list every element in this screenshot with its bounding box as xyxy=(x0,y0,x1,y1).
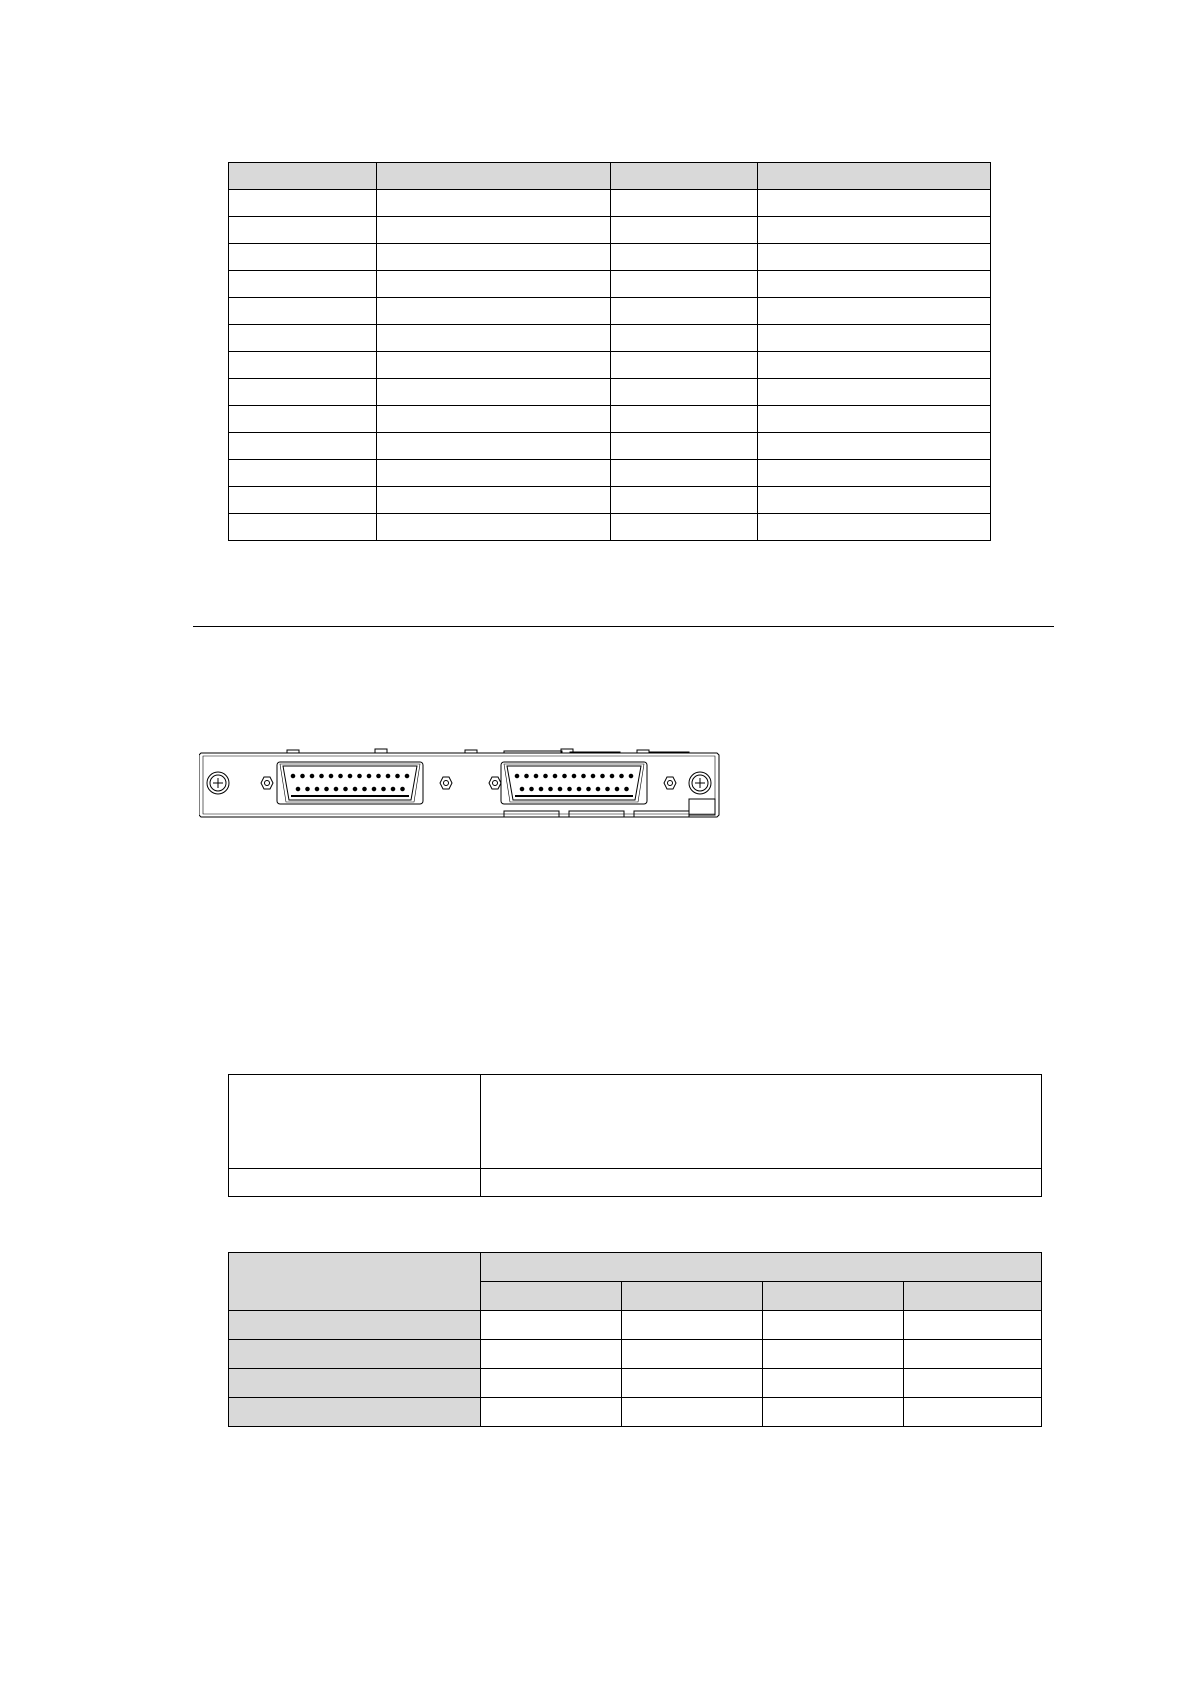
pin-table-header-cell xyxy=(758,163,991,190)
pin-table-row xyxy=(229,406,991,433)
spec-cell xyxy=(763,1311,904,1340)
interface-card-panel-figure xyxy=(199,745,723,820)
pin-table-row xyxy=(229,325,991,352)
pin-table-cell xyxy=(229,271,377,298)
pin-table-cell xyxy=(758,352,991,379)
pin-table-row xyxy=(229,379,991,406)
pin-assignment-table xyxy=(228,162,991,541)
spec-cell xyxy=(481,1340,622,1369)
pin-table-cell xyxy=(377,352,611,379)
pin-table-cell xyxy=(377,460,611,487)
pin-table-header-cell xyxy=(229,163,377,190)
spec-cell xyxy=(904,1311,1042,1340)
pin-table-cell xyxy=(611,190,758,217)
spec-cell xyxy=(904,1369,1042,1398)
pin-table-header-cell xyxy=(611,163,758,190)
pin-table-cell xyxy=(229,325,377,352)
pin-table-row xyxy=(229,271,991,298)
pin-table-cell xyxy=(758,190,991,217)
pin-table-cell xyxy=(377,271,611,298)
db25-connector-left-icon xyxy=(277,762,423,804)
pin-table-row xyxy=(229,514,991,541)
pin-table-cell xyxy=(758,487,991,514)
captive-screw-left-icon xyxy=(207,772,229,794)
spec-row-label xyxy=(229,1369,481,1398)
pin-table-row xyxy=(229,244,991,271)
spec-cell xyxy=(763,1369,904,1398)
pin-table-header-cell xyxy=(377,163,611,190)
pin-table-cell xyxy=(377,217,611,244)
pin-table-cell xyxy=(229,406,377,433)
spec-cell xyxy=(622,1398,763,1427)
spec-cell xyxy=(622,1369,763,1398)
spec-row-label xyxy=(229,1398,481,1427)
pin-table-row xyxy=(229,460,991,487)
pin-table-cell xyxy=(229,379,377,406)
pin-table-cell xyxy=(377,379,611,406)
pin-table-header-row xyxy=(229,163,991,190)
pin-table-cell xyxy=(611,487,758,514)
pin-table-cell xyxy=(758,460,991,487)
spec-cell xyxy=(481,1398,622,1427)
pin-table-cell xyxy=(377,190,611,217)
specification-table xyxy=(228,1252,1042,1427)
spec-cell xyxy=(904,1398,1042,1427)
pin-table-cell xyxy=(229,298,377,325)
spec-cell xyxy=(763,1340,904,1369)
pin-table-cell xyxy=(758,217,991,244)
desc-cell xyxy=(481,1169,1042,1197)
spec-cell xyxy=(763,1398,904,1427)
pin-table-row xyxy=(229,352,991,379)
pin-table-row xyxy=(229,190,991,217)
pin-table-cell xyxy=(229,352,377,379)
pin-table-cell xyxy=(611,514,758,541)
pin-table-cell xyxy=(611,433,758,460)
pin-table-cell xyxy=(377,325,611,352)
description-table xyxy=(228,1074,1042,1197)
pin-table-cell xyxy=(611,217,758,244)
section-divider xyxy=(193,626,1054,627)
desc-cell xyxy=(229,1169,481,1197)
pin-table-cell xyxy=(377,244,611,271)
pin-table-row xyxy=(229,298,991,325)
spec-corner-header xyxy=(229,1253,481,1311)
pin-table-cell xyxy=(611,244,758,271)
pin-table-cell xyxy=(229,244,377,271)
pin-table-row xyxy=(229,487,991,514)
spec-cell xyxy=(622,1340,763,1369)
spec-cell xyxy=(481,1369,622,1398)
db25-connector-right-icon xyxy=(501,762,647,804)
pin-table-cell xyxy=(758,271,991,298)
pin-table-cell xyxy=(758,379,991,406)
pin-table-cell xyxy=(377,406,611,433)
spec-subheader xyxy=(763,1282,904,1311)
pin-table-cell xyxy=(611,271,758,298)
pin-table-cell xyxy=(758,244,991,271)
pin-table-cell xyxy=(229,433,377,460)
spec-row-label xyxy=(229,1311,481,1340)
spec-cell xyxy=(481,1311,622,1340)
pin-table-cell xyxy=(611,406,758,433)
spec-subheader xyxy=(481,1282,622,1311)
spec-subheader xyxy=(904,1282,1042,1311)
pin-table-cell xyxy=(611,325,758,352)
pin-table-cell xyxy=(229,190,377,217)
pin-table-cell xyxy=(758,514,991,541)
spec-group-header xyxy=(481,1253,1042,1282)
spec-cell xyxy=(904,1340,1042,1369)
pin-table-cell xyxy=(377,487,611,514)
pin-table-cell xyxy=(377,514,611,541)
pin-table-cell xyxy=(758,433,991,460)
spec-subheader xyxy=(622,1282,763,1311)
pin-table-cell xyxy=(758,298,991,325)
pin-table-cell xyxy=(229,460,377,487)
pin-table-cell xyxy=(377,298,611,325)
pin-table-cell xyxy=(229,487,377,514)
pin-table-cell xyxy=(758,325,991,352)
desc-cell xyxy=(229,1075,481,1169)
pin-table-cell xyxy=(229,514,377,541)
standoff-hex-icons xyxy=(261,777,676,789)
pin-table-row xyxy=(229,433,991,460)
pin-table-cell xyxy=(611,379,758,406)
pin-table-row xyxy=(229,217,991,244)
pin-table-cell xyxy=(229,217,377,244)
pin-table-cell xyxy=(611,352,758,379)
desc-cell xyxy=(481,1075,1042,1169)
pin-table-cell xyxy=(611,460,758,487)
pin-table-cell xyxy=(758,406,991,433)
pin-table-cell xyxy=(377,433,611,460)
spec-row-label xyxy=(229,1340,481,1369)
pin-table-cell xyxy=(611,298,758,325)
spec-cell xyxy=(622,1311,763,1340)
captive-screw-right-icon xyxy=(689,772,711,794)
